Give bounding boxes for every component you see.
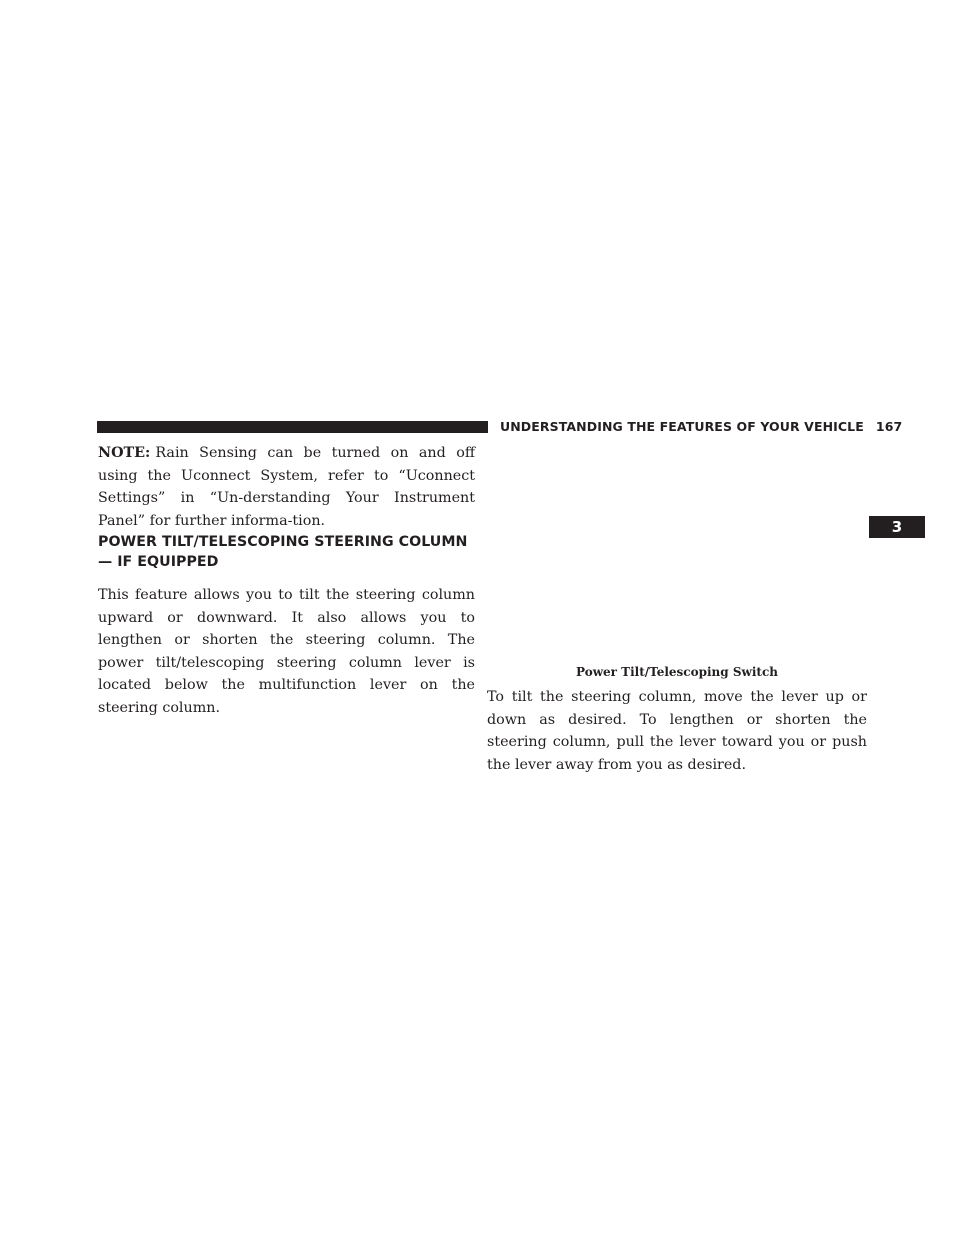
page-number: 167 [875, 419, 903, 434]
body-paragraph: This feature allows you to tilt the steering column upward or downward. It also allows you to lengthen or shorten the steering column. The power tilt/telescoping steering column lever is located below the multifunction lever on the steering column. [98, 587, 475, 716]
header-rule [97, 421, 488, 433]
section-title: UNDERSTANDING THE FEATURES OF YOUR VEHICLE [500, 419, 864, 434]
right-column [487, 686, 867, 776]
running-header [500, 419, 902, 434]
body-paragraph-right: To tilt the steering column, move the lever up or down as desired. To lengthen or shorten the steering column, pull the lever toward you or push the lever away from you as desired. [487, 689, 867, 773]
chapter-tab: 3 [869, 516, 925, 538]
section-heading-line2: — IF EQUIPPED [98, 554, 219, 570]
figure-caption: Power Tilt/Telescoping Switch [576, 665, 778, 679]
section-heading [98, 532, 475, 572]
left-column [98, 442, 475, 719]
note-paragraph [98, 442, 475, 532]
note-text: Rain Sensing can be turned on and off using the Uconnect System, refer to “Uconnect Settings” in “Un-derstanding Your Instrument Panel” for further informa-tion. [98, 445, 475, 529]
note-label: NOTE: [98, 445, 151, 461]
section-heading-line1: POWER TILT/TELESCOPING STEERING COLUMN [98, 534, 468, 550]
figure-image-area [487, 440, 867, 658]
